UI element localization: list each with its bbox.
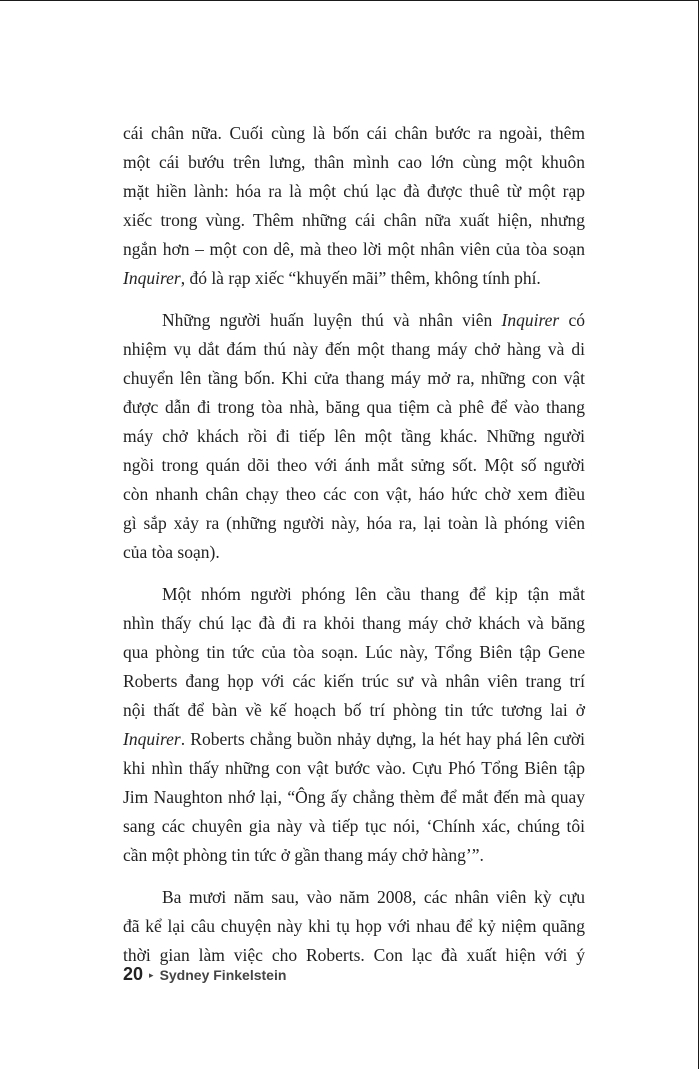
text-line: một cái bướu trên lưng, thân mình cao lớn cùng một khuôn [123, 152, 585, 172]
text-fragment: , đó là rạp xiếc “khuyến mãi” thêm, không tính phí. [180, 268, 541, 288]
text-line: nhiệm vụ dắt đám thú này đến một thang máy chở hàng và di [123, 339, 585, 359]
text-line: ngồi trong quán dõi theo với ánh mắt sửng sốt. Một số người [123, 455, 585, 475]
text-line: nhìn thấy chú lạc đà đi ra khỏi thang máy chở khách và băng [123, 613, 585, 633]
text-fragment: . Roberts chẳng buồn nhảy dựng, la hét hay phá lên cười [180, 729, 585, 749]
text-line: Ba mươi năm sau, vào năm 2008, các nhân viên kỳ cựu [162, 887, 585, 907]
paragraph-2 [123, 306, 585, 567]
text-line: nội thất để bàn về kế hoạch bố trí phòng tin tức tương lai ở [123, 700, 585, 720]
body-text [123, 119, 585, 983]
text-fragment: có [559, 310, 585, 330]
text-line: Một nhóm người phóng lên cầu thang để kịp tận mắt [162, 584, 585, 604]
text-line: mặt hiền lành: hóa ra là một chú lạc đà được thuê từ một rạp [123, 181, 585, 201]
text-line: chuyển lên tầng bốn. Khi cửa thang máy mở ra, những con vật [123, 368, 585, 388]
text-line: xiếc trong vùng. Thêm những cái chân nữa xuất hiện, nhưng [123, 210, 585, 230]
text-line: sang các chuyên gia này và tiếp tục nói, ‘Chính xác, chúng tôi [123, 816, 585, 836]
paragraph-4 [123, 883, 585, 970]
page-footer [123, 964, 286, 985]
text-line: cái chân nữa. Cuối cùng là bốn cái chân bước ra ngoài, thêm [123, 123, 585, 143]
text-line: khi nhìn thấy những con vật bước vào. Cựu Phó Tổng Biên tập [123, 758, 585, 778]
text-line [123, 264, 585, 293]
page-number: 20 [123, 964, 144, 984]
paragraph-3 [123, 580, 585, 870]
text-line [123, 306, 585, 335]
italic-publication-name: Inquirer [123, 268, 181, 288]
text-line: Roberts đang họp với các kiến trúc sư và nhân viên trang trí [123, 671, 585, 691]
text-line: gì sắp xảy ra (những người này, hóa ra, lại toàn là phóng viên [123, 513, 585, 533]
text-line: đã kể lại câu chuyện này khi tụ họp với nhau để kỷ niệm quãng [123, 916, 585, 936]
text-fragment: Những người huấn luyện thú và nhân viên [162, 310, 502, 330]
italic-publication-name: Inquirer [123, 729, 181, 749]
text-line: được dẫn đi trong tòa nhà, băng qua tiệm cà phê để vào thang [123, 397, 585, 417]
triangle-right-icon: ▸ [149, 970, 154, 980]
text-line: máy chở khách rồi đi tiếp lên một tầng khác. Những người [123, 426, 585, 446]
italic-publication-name: Inquirer [501, 310, 560, 330]
text-line: cần một phòng tin tức ở gần thang máy chở hàng’”. [123, 845, 484, 865]
text-line: của tòa soạn). [123, 542, 220, 562]
text-line [123, 725, 585, 754]
text-line: Jim Naughton nhớ lại, “Ông ấy chẳng thèm để mắt đến mà quay [123, 787, 585, 807]
text-line: ngắn hơn – một con dê, mà theo lời một nhân viên của tòa soạn [123, 239, 585, 259]
text-line: qua phòng tin tức của tòa soạn. Lúc này, Tổng Biên tập Gene [123, 642, 585, 662]
text-line: còn nhanh chân chạy theo các con vật, háo hức chờ xem điều [123, 484, 585, 504]
paragraph-1 [123, 119, 585, 293]
running-footer-author: Sydney Finkelstein [159, 967, 287, 983]
text-line: thời gian làm việc cho Roberts. Con lạc đà xuất hiện với ý [123, 945, 585, 965]
